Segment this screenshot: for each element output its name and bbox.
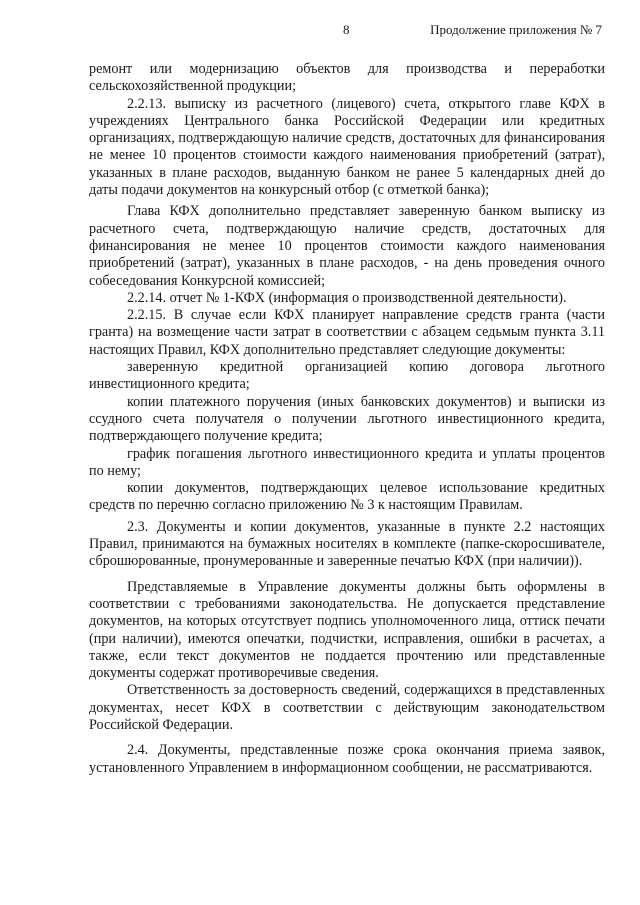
paragraph-2-4: 2.4. Документы, представленные позже срока окончания приема заявок, установленного Управлением в информационном сообщении, не рассматриваются. [89, 742, 605, 776]
paragraph-2-2-13: 2.2.13. выписку из расчетного (лицевого) счета, открытого главе КФХ в учреждениях Центрального банка Российской Федерации или кредитных организациях, подтверждающую наличие средств, достаточных для финансирования не менее 10 процентов стоимости каждого наименования приобретений (затрат), указанных в плане расходов, выданную банком не ранее 5 календарных дней до даты подачи документов на конкурсный отбор (с отметкой банка); [89, 95, 605, 199]
paragraph-head-statement: Глава КФХ дополнительно представляет заверенную банком выписку из расчетного счета, подтверждающую наличие средств, достаточных для финансирования не менее 10 процентов стоимости каждого наименования приобретений (затрат), указанных в плане расходов, - на день проведения очного собеседования Конкурсной комиссией; [89, 203, 605, 289]
list-item-target-use: копии документов, подтверждающих целевое использование кредитных средств по перечню согласно приложению № 3 к настоящим Правилам. [89, 480, 605, 514]
paragraph-responsibility: Ответственность за достоверность сведений, содержащихся в представленных документах, несет КФХ в соответствии с действующим законодательством Российской Федерации. [89, 682, 605, 733]
paragraph-continuation: ремонт или модернизацию объектов для производства и переработки сельскохозяйственной продукции; [89, 61, 605, 95]
running-title: Продолжение приложения № 7 [430, 22, 602, 37]
list-item-repayment-schedule: график погашения льготного инвестиционного кредита и уплаты процентов по нему; [89, 445, 605, 479]
document-body [89, 61, 605, 777]
list-item-payment-order: копии платежного поручения (иных банковских документов) и выписки из ссудного счета получателя о получении льготного инвестиционного кредита, подтверждающего получение кредита; [89, 393, 605, 445]
list-item-loan-contract: заверенную кредитной организацией копию договора льготного инвестиционного кредита; [89, 359, 605, 393]
paragraph-2-3: 2.3. Документы и копии документов, указанные в пункте 2.2 настоящих Правил, принимаются на бумажных носителях в комплекте (папке-скоросшивателе, сброшюрованные, пронумерованные и заверенные печатью КФХ (при наличии)). [89, 518, 605, 570]
paragraph-2-2-15: 2.2.15. В случае если КФХ планирует направление средств гранта (части гранта) на возмещение части затрат в соответствии с абзацем седьмым пункта 3.11 настоящих Правил, КФХ дополнительно представляет следующие документы: [89, 307, 605, 358]
page-header [0, 22, 640, 42]
paragraph-requirements: Представляемые в Управление документы должны быть оформлены в соответствии с требованиями законодательства. Не допускается представление документов, на которых отсутствует подпись уполномоченного лица, оттиск печати (при наличии), имеются опечатки, подчистки, исправления, ошибки в расчетах, а также, если текст документов не поддается прочтению или представленные документы содержат противоречивые сведения. [89, 578, 605, 682]
paragraph-2-2-14: 2.2.14. отчет № 1-КФХ (информация о производственной деятельности). [127, 289, 567, 306]
page-number: 8 [343, 22, 350, 37]
